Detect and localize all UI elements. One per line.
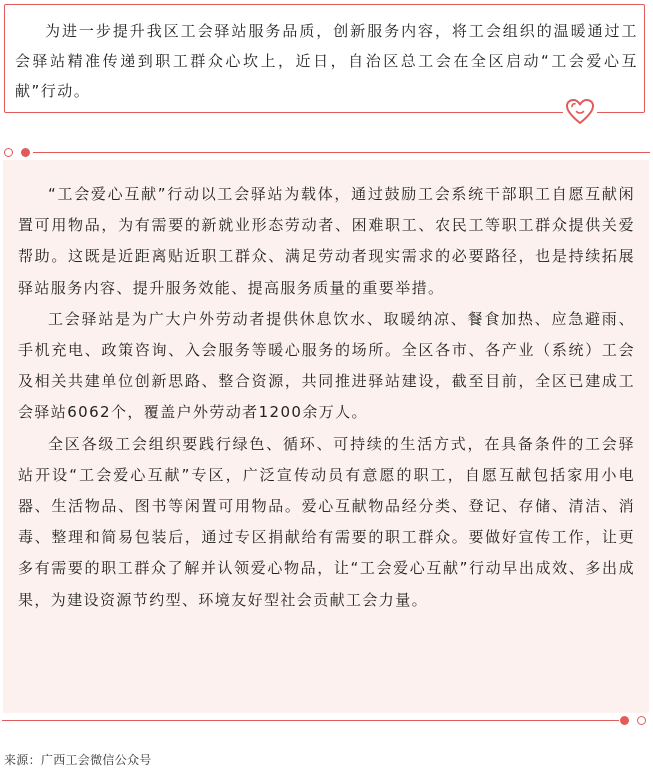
main-content-panel (3, 160, 649, 713)
solid-dot-icon (620, 716, 629, 725)
heart-icon (563, 96, 597, 128)
divider-line (33, 152, 650, 153)
source-attribution: 来源：广西工会微信公众号 (4, 753, 152, 767)
bottom-divider (2, 714, 650, 728)
solid-dot-icon (21, 148, 30, 157)
divider-line (2, 720, 619, 721)
hollow-dot-icon (637, 716, 646, 725)
hollow-dot-icon (4, 148, 13, 157)
body-paragraph-1: “工会爱心互献”行动以工会驿站为载体，通过鼓励工会系统干部职工自愿互献闲置可用物品，为有需要的新就业形态劳动者、困难职工、农民工等职工群众提供关爱帮助。这既是近距离贴近职工群众、满足劳动者现实需求的必要路径，也是持续拓展驿站服务内容、提升服务效能、提高服务质量的重要举措。 (18, 185, 635, 297)
intro-box (4, 4, 645, 113)
body-paragraph-2: 工会驿站是为广大户外劳动者提供休息饮水、取暖纳凉、餐食加热、应急避雨、手机充电、政策咨询、入会服务等暖心服务的场所。全区各市、各产业（系统）工会及相关共建单位创新思路、整合资源，共同推进驿站建设，截至目前，全区已建成工会驿站6062个，覆盖户外劳动者1200余万人。 (18, 309, 635, 422)
top-divider (2, 146, 650, 160)
intro-paragraph: 为进一步提升我区工会驿站服务品质，创新服务内容，将工会组织的温暖通过工会驿站精准传递到职工群众心坎上，近日，自治区总工会在全区启动“工会爱心互献”行动。 (15, 22, 638, 100)
body-paragraph-3: 全区各级工会组织要践行绿色、循环、可持续的生活方式，在具备条件的工会驿站开设“工会爱心互献”专区，广泛宣传动员有意愿的职工，自愿互献包括家用小电器、生活物品、图书等闲置可用物品。爱心互献物品经分类、登记、存储、清洁、消毒、整理和简易包装后，通过专区捐献给有需要的职工群众。要做好宣传工作，让更多有需要的职工群众了解并认领爱心物品，让“工会爱心互献”行动早出成效、多出成果，为建设资源节约型、环境友好型社会贡献工会力量。 (18, 434, 635, 609)
